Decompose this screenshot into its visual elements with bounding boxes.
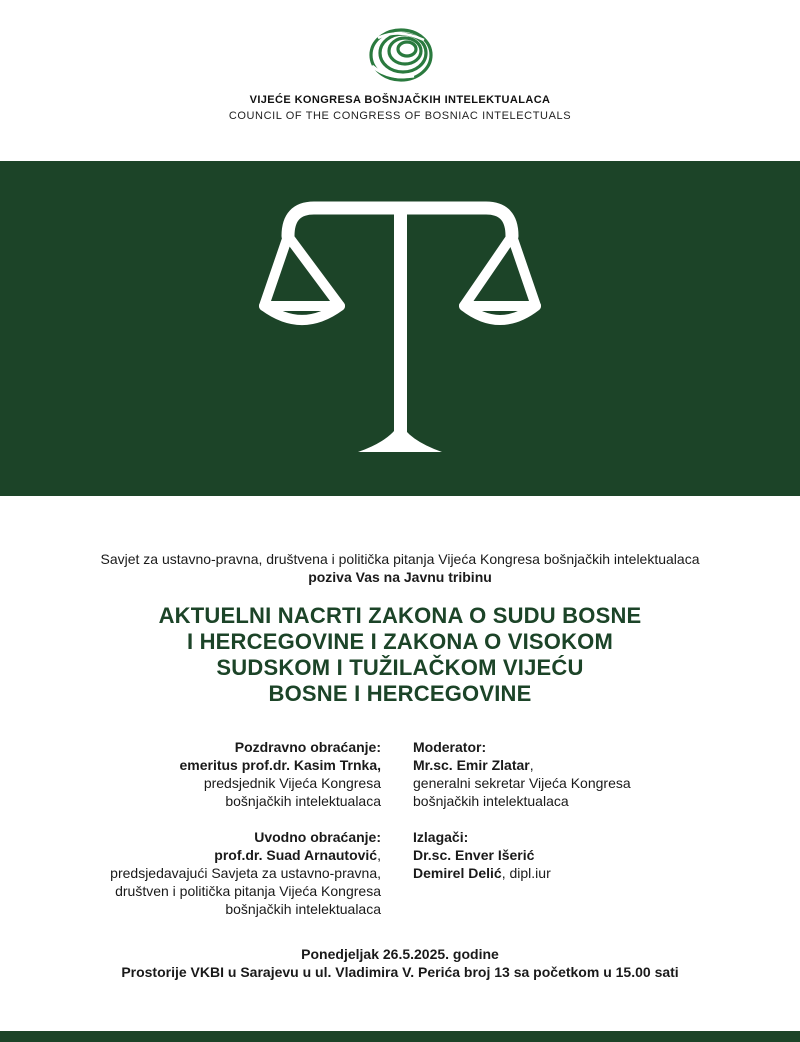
moderator	[413, 756, 773, 774]
program-right-column	[413, 738, 773, 900]
speaker	[413, 864, 773, 882]
moderator-block	[413, 738, 773, 810]
event-title	[100, 603, 700, 707]
speakers-block	[413, 828, 773, 882]
program-left-column	[40, 738, 381, 936]
speakers-heading: Izlagači:	[413, 829, 469, 845]
header	[0, 0, 800, 160]
moderator-suffix: ,	[529, 757, 534, 773]
opening-speaker-role: bošnjačkih intelektualaca	[225, 901, 381, 917]
event-venue: Prostorije VKBI u Sarajevu u ul. Vladimira V. Perića broj 13 sa početkom u 15.00 sati	[121, 964, 679, 980]
event-title-line: I HERCEGOVINE I ZAKONA O VISOKOM	[186, 629, 614, 654]
event-date: Ponedjeljak 26.5.2025. godine	[301, 946, 499, 962]
opening-speaker-suffix: ,	[377, 847, 381, 863]
opening-speaker-name: prof.dr. Suad Arnautović	[214, 847, 378, 863]
opening-speaker	[40, 846, 381, 864]
welcome-heading: Pozdravno obraćanje:	[234, 739, 381, 755]
invitation-call: poziva Vas na Javnu tribinu	[308, 569, 492, 585]
opening-speaker-role: društven i politička pitanja Vijeća Kongresa	[115, 883, 381, 899]
event-title-line: BOSNE I HERCEGOVINE	[268, 681, 532, 706]
concentric-fingerprint-logo-icon	[368, 26, 434, 84]
footer-band	[0, 1031, 800, 1042]
invitation-line: Savjet za ustavno-pravna, društvena i politička pitanja Vijeća Kongresa bošnjačkih intelektualaca	[100, 551, 700, 567]
moderator-heading: Moderator:	[413, 739, 487, 755]
welcome-speaker-role: bošnjačkih intelektualaca	[225, 793, 381, 809]
moderator-role: bošnjačkih intelektualaca	[413, 793, 569, 809]
moderator-name: Mr.sc. Emir Zlatar	[413, 757, 530, 773]
speaker-suffix: , dipl.iur	[501, 865, 551, 881]
welcome-speaker-role: predsjednik Vijeća Kongresa	[203, 775, 381, 791]
org-name: VIJEĆE KONGRESA BOŠNJAČKIH INTELEKTUALACA	[249, 94, 551, 106]
event-title-line: AKTUELNI NACRTI ZAKONA O SUDU BOSNE	[158, 603, 642, 628]
welcome-block	[40, 738, 381, 810]
opening-heading: Uvodno obraćanje:	[254, 829, 381, 845]
welcome-speaker-name: emeritus prof.dr. Kasim Trnka,	[179, 757, 381, 773]
opening-speaker-role: predsjedavajući Savjeta za ustavno-pravna,	[110, 865, 381, 881]
org-name-english: COUNCIL OF THE CONGRESS OF BOSNIAC INTELECTUALS	[228, 110, 572, 122]
speaker-name: Dr.sc. Enver Išerić	[413, 847, 535, 863]
moderator-role: generalni sekretar Vijeća Kongresa	[413, 775, 631, 791]
speaker-name: Demirel Delić	[413, 865, 502, 881]
opening-block	[40, 828, 381, 918]
scales-of-justice-icon	[252, 196, 548, 458]
event-title-line: SUDSKOM I TUŽILAČKOM VIJEĆU	[216, 655, 584, 680]
